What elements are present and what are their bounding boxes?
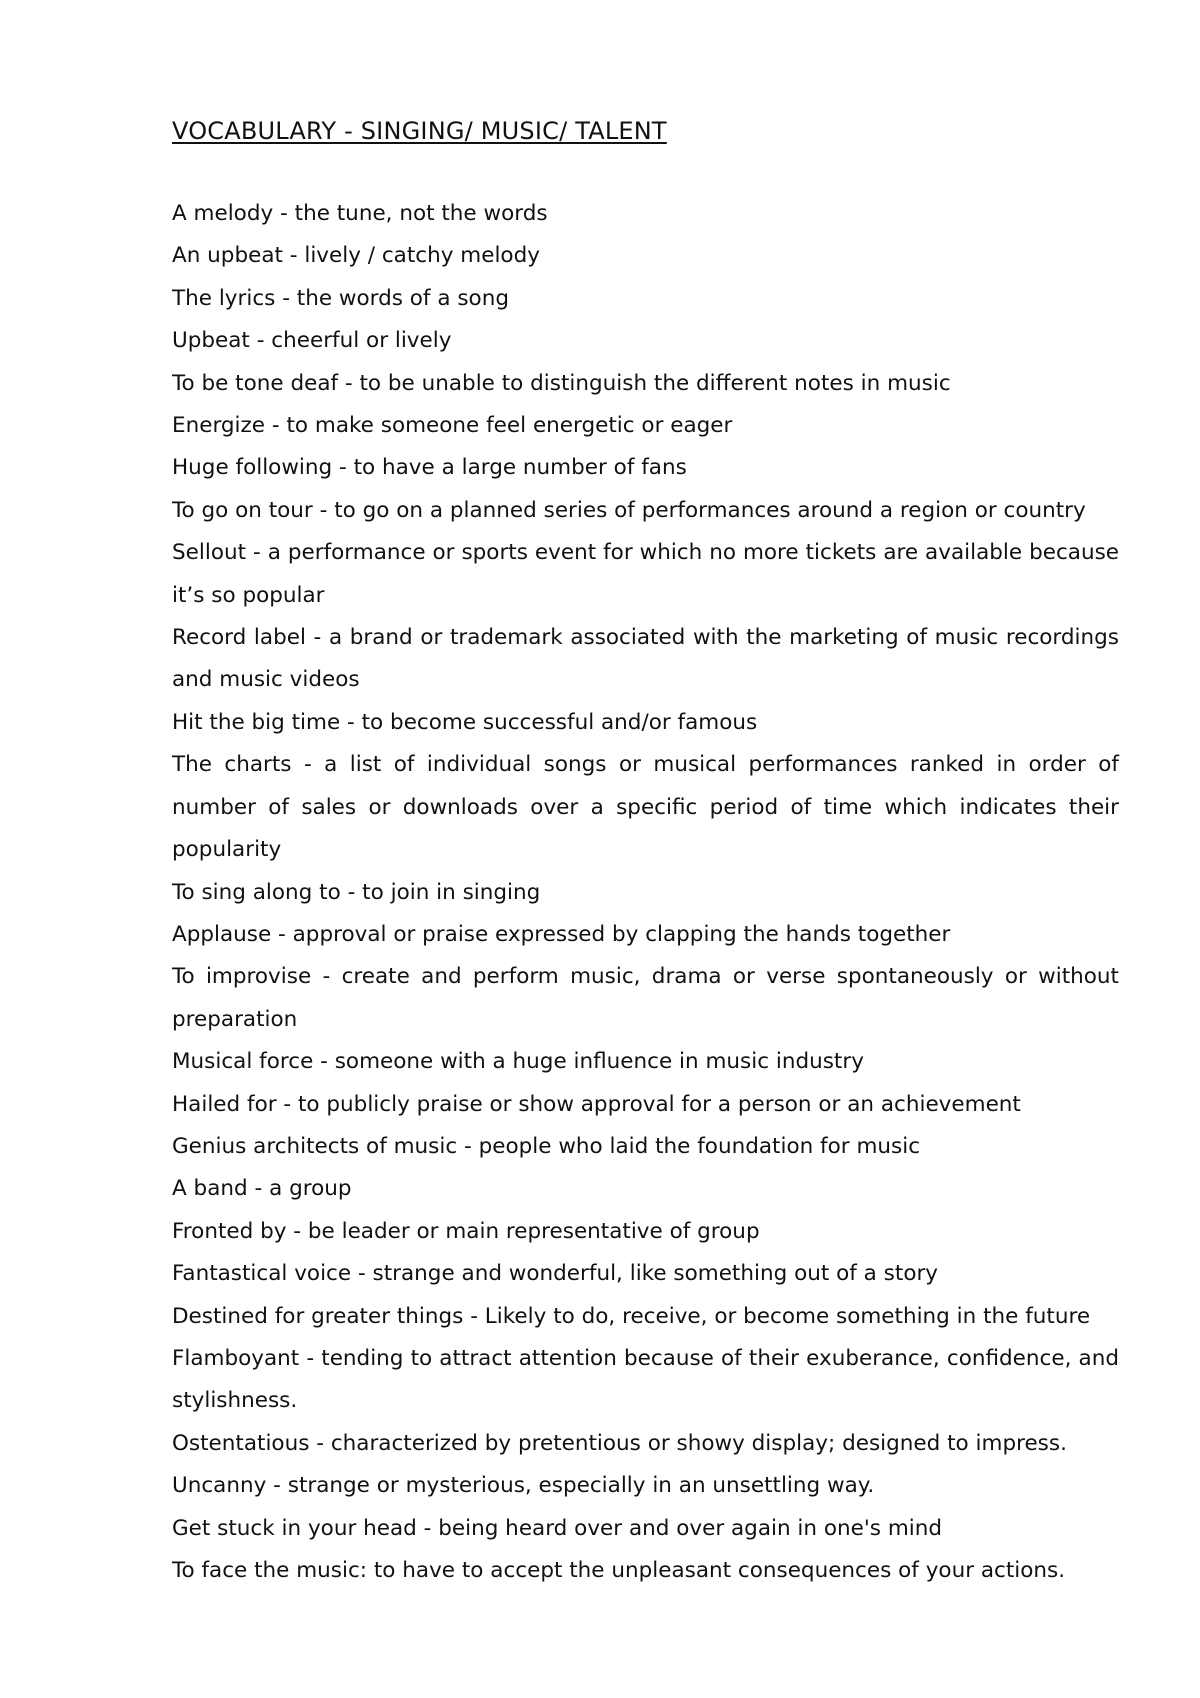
vocabulary-entry: Genius architects of music - people who laid the foundation for music <box>172 1133 921 1159</box>
vocabulary-list <box>172 193 1119 1592</box>
vocabulary-entry: Hailed for - to publicly praise or show approval for a person or an achievement <box>172 1091 1021 1117</box>
vocabulary-entry: To sing along to - to join in singing <box>172 879 541 905</box>
vocabulary-entry: A melody - the tune, not the words <box>172 201 548 226</box>
vocabulary-entry: Fronted by - be leader or main representative of group <box>172 1218 760 1244</box>
vocabulary-entry: Applause - approval or praise expressed by clapping the hands together <box>172 921 951 947</box>
vocabulary-entry: A band - a group <box>172 1176 352 1202</box>
vocabulary-entry: Hit the big time - to become successful and/or famous <box>172 709 758 735</box>
vocabulary-entry: To improvise - create and perform music, drama or verse spontaneously or without preparation <box>172 964 1119 1032</box>
vocabulary-entry: The lyrics - the words of a song <box>172 285 509 311</box>
document-title: VOCABULARY - SINGING/ MUSIC/ TALENT <box>172 117 667 145</box>
vocabulary-entry: Flamboyant - tending to attract attention because of their exuberance, confidence, and stylishness. <box>172 1345 1119 1414</box>
vocabulary-entry: Destined for greater things - Likely to do, receive, or become something in the future <box>172 1303 1091 1329</box>
vocabulary-entry: Ostentatious - characterized by pretentious or showy display; designed to impress. <box>172 1430 1067 1456</box>
vocabulary-entry: To be tone deaf - to be unable to distinguish the different notes in music <box>172 370 951 396</box>
vocabulary-entry: Uncanny - strange or mysterious, especially in an unsettling way. <box>172 1473 875 1499</box>
document-content <box>172 113 1119 1592</box>
vocabulary-entry: To go on tour - to go on a planned series of performances around a region or country <box>172 497 1086 523</box>
vocabulary-entry: Fantastical voice - strange and wonderful, like something out of a story <box>172 1261 939 1287</box>
vocabulary-entry: Musical force - someone with a huge influence in music industry <box>172 1049 864 1075</box>
vocabulary-entry: The charts - a list of individual songs or musical performances ranked in order of number of sales or downloads over a specific period of time which indicates their popularity <box>172 752 1119 863</box>
vocabulary-entry: Energize - to make someone feel energetic or eager <box>172 413 733 439</box>
vocabulary-entry: Upbeat - cheerful or lively <box>172 328 452 354</box>
vocabulary-entry: Get stuck in your head - being heard over and over again in one's mind <box>172 1515 943 1541</box>
vocabulary-entry: Sellout - a performance or sports event for which no more tickets are available because it’s so popular <box>172 540 1119 608</box>
vocabulary-entry: To face the music: to have to accept the unpleasant consequences of your actions. <box>172 1558 1066 1583</box>
vocabulary-entry: Record label - a brand or trademark associated with the marketing of music recordings and music videos <box>172 625 1119 693</box>
vocabulary-entry: Huge following - to have a large number of fans <box>172 455 687 481</box>
vocabulary-entry: An upbeat - lively / catchy melody <box>172 243 540 269</box>
